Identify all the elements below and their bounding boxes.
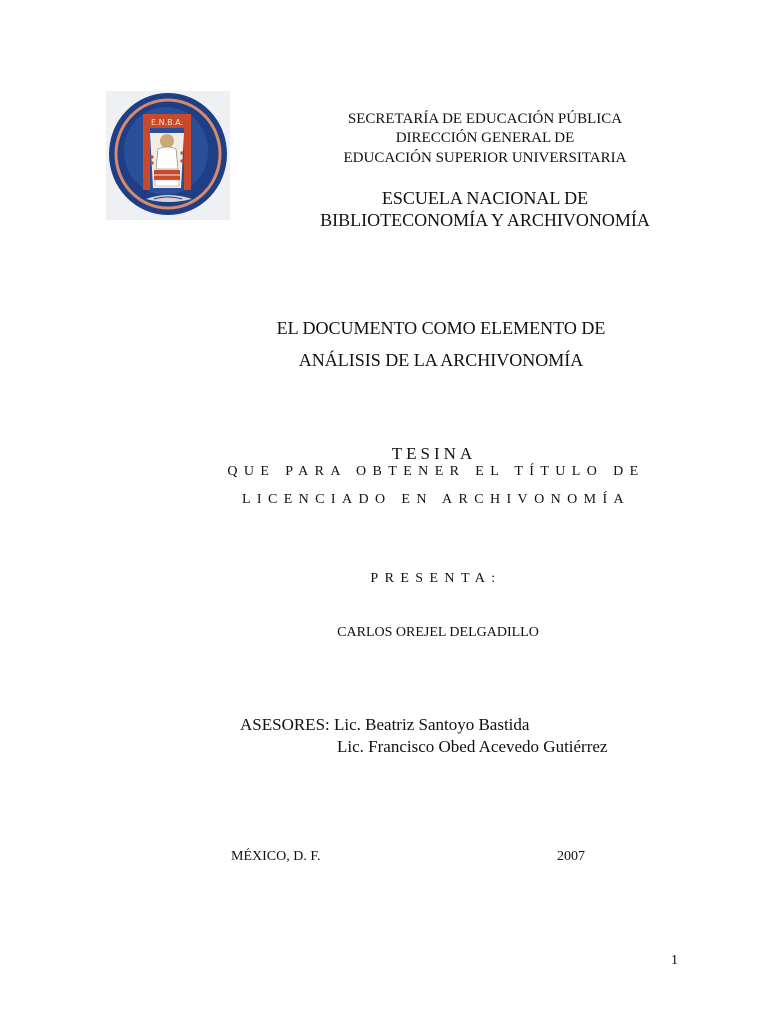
- school-seal-icon: [106, 91, 230, 220]
- advisor-name-2: Lic. Francisco Obed Acevedo Gutiérrez: [337, 737, 608, 756]
- thesis-title-line-2: ANÁLISIS DE LA ARCHIVONOMÍA: [298, 350, 584, 370]
- advisors-label: ASESORES:: [240, 715, 330, 734]
- presenta-label: PRESENTA:: [370, 571, 502, 586]
- year-text: 2007: [557, 849, 585, 864]
- header-line-1: SECRETARÍA DE EDUCACIÓN PÚBLICA: [347, 111, 623, 127]
- thesis-purpose-line-2: LICENCIADO EN ARCHIVONOMÍA: [241, 492, 631, 507]
- seal-text: E.N.B.A.: [150, 118, 184, 127]
- school-name-line-1: ESCUELA NACIONAL DE: [381, 188, 589, 208]
- thesis-title-line-1: EL DOCUMENTO COMO ELEMENTO DE: [276, 318, 606, 338]
- thesis-type: TESINA: [391, 444, 477, 463]
- header-line-3: EDUCACIÓN SUPERIOR UNIVERSITARIA: [343, 150, 627, 166]
- author-name: CARLOS OREJEL DELGADILLO: [337, 625, 539, 640]
- school-name-line-2: BIBLIOTECONOMÍA Y ARCHIVONOMÍA: [320, 210, 650, 230]
- advisor-name-1: Lic. Beatriz Santoyo Bastida: [334, 715, 530, 734]
- header-line-2: DIRECCIÓN GENERAL DE: [395, 130, 575, 146]
- place-text: MÉXICO, D. F.: [231, 849, 321, 864]
- page-number: 1: [671, 953, 678, 968]
- thesis-purpose-line-1: QUE PARA OBTENER EL TÍTULO DE: [227, 464, 645, 479]
- advisors-block: [240, 714, 607, 758]
